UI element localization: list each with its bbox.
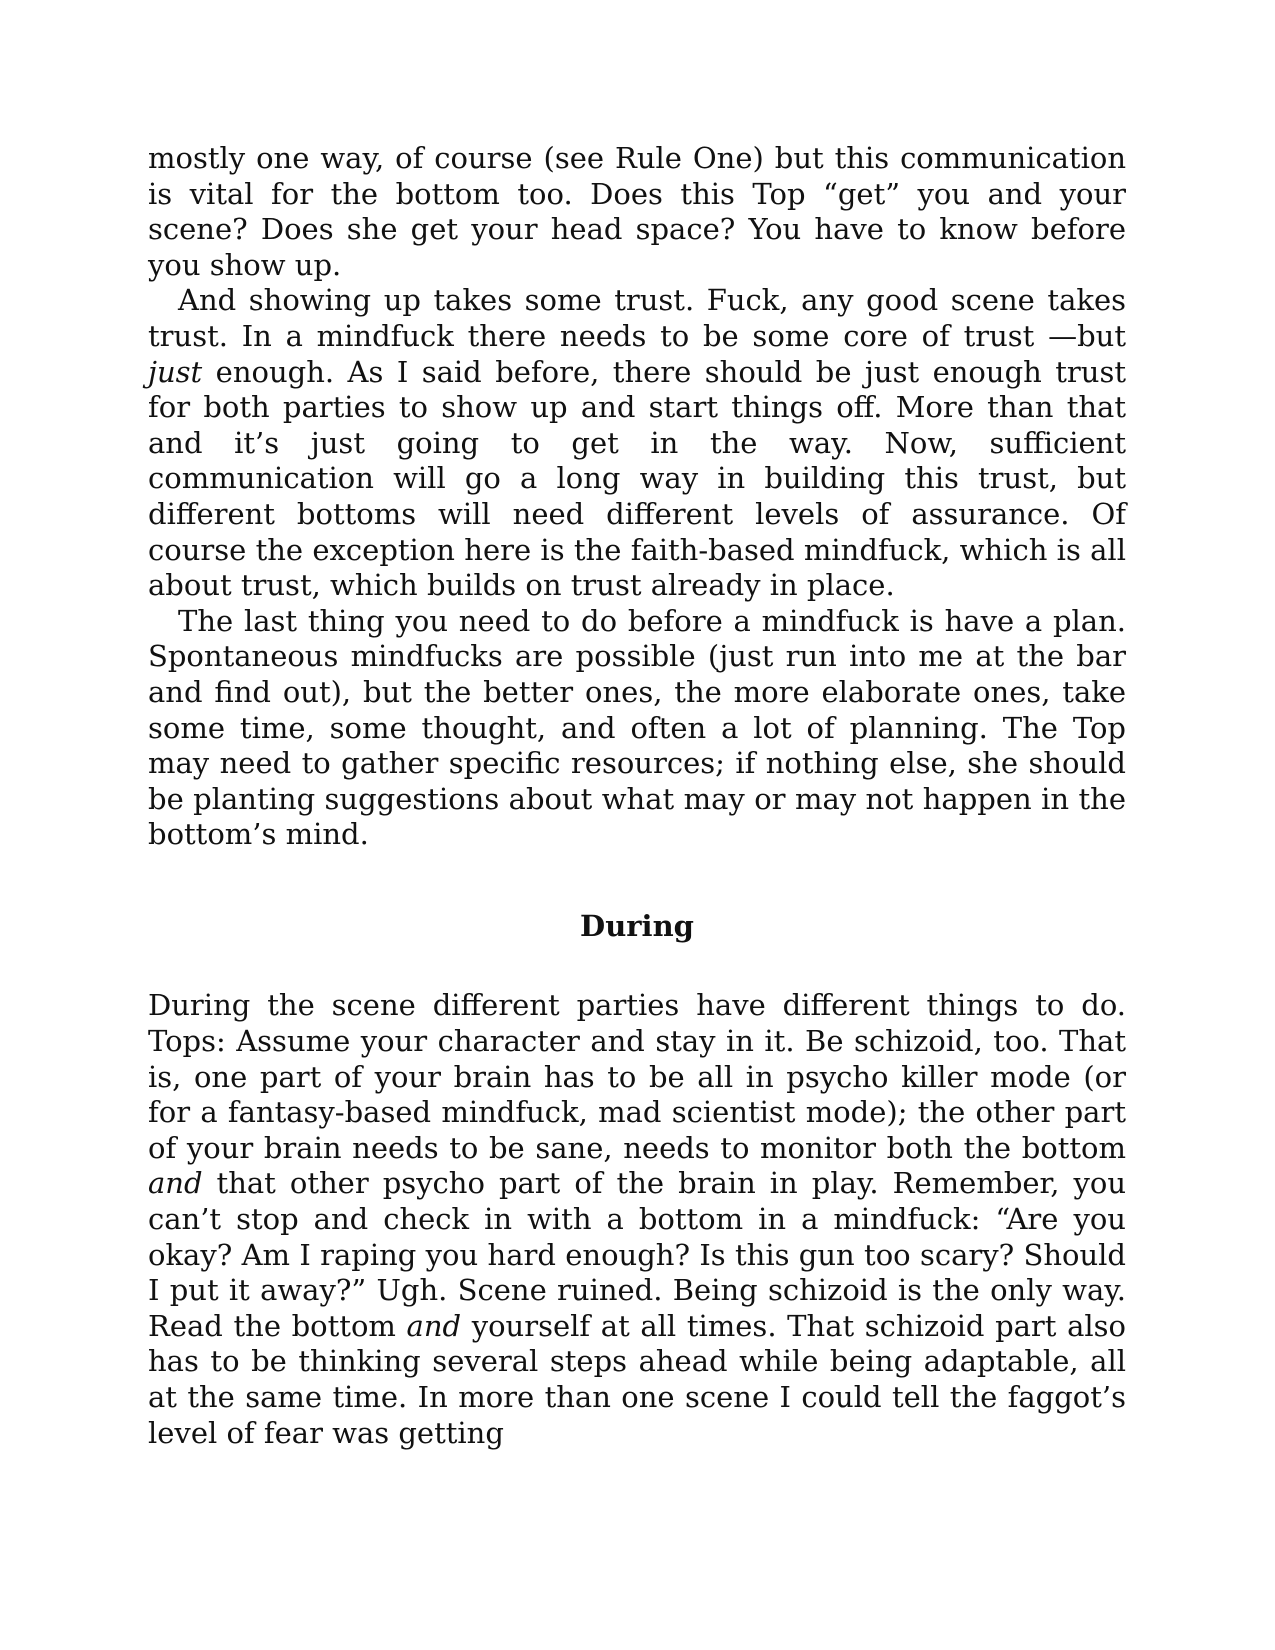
paragraph-3	[148, 604, 1126, 853]
paragraph-4-emphasis-2: and	[406, 1308, 462, 1343]
paragraph-4	[148, 988, 1126, 1451]
paragraphs-bottom	[148, 988, 1126, 1451]
paragraph-4-text-a: During the scene different parties have different things to do. Tops: Assume your character and stay in it. Be schizoid, too. That is, one part of your brain has to be all in psycho killer mode (or for a fantasy-based mindfuck, mad scientist mode); the other part of your brain needs to be sane, needs to monitor both the bottom	[148, 988, 1126, 1165]
paragraph-2	[148, 283, 1126, 603]
paragraph-2-text-a: And showing up takes some trust. Fuck, any good scene takes trust. In a mindfuck there needs to be some core of trust —but	[148, 283, 1126, 353]
paragraph-2-emphasis: just	[148, 354, 203, 389]
paragraph-3-text: The last thing you need to do before a mindfuck is have a plan. Spontaneous mindfucks are possible (just run into me at the bar and find out), but the better ones, the more elaborate ones, take some time, some thought, and often a lot of planning. The Top may need to gather specific resources; if nothing else, she should be planting suggestions about what may or may not happen in the bottom’s mind.	[148, 603, 1126, 852]
paragraph-4-text-b: that other psycho part of the brain in play. Remember, you can’t stop and check in with a bottom in a mindfuck: “Are you okay? Am I raping you hard enough? Is this gun too scary? Should I put it away?” Ugh. Scene ruined. Being schizoid is the only way. Read the bottom	[148, 1166, 1126, 1343]
section-heading-during: During	[580, 908, 694, 943]
paragraph-4-emphasis-1: and	[148, 1166, 203, 1201]
document-page	[148, 141, 1126, 1451]
paragraphs-top	[148, 141, 1126, 853]
paragraph-4-text-c: yourself at all times. That schizoid part also has to be thinking several steps ahead while being adaptable, all at the same time. In more than one scene I could tell the faggot’s level of fear was getting	[148, 1308, 1126, 1450]
paragraph-1	[148, 141, 1126, 283]
paragraph-1-text: mostly one way, of course (see Rule One) but this communication is vital for the bottom too. Does this Top “get” you and your scene? Does she get your head space? You have to know before you show up.	[148, 141, 1126, 282]
paragraph-2-text-b: enough. As I said before, there should be just enough trust for both parties to show up and start things off. More than that and it’s just going to get in the way. Now, sufficient communication will go a long way in building this trust, but different bottoms will need different levels of assurance. Of course the exception here is the faith-based mindfuck, which is all about trust, which builds on trust already in place.	[148, 354, 1126, 603]
